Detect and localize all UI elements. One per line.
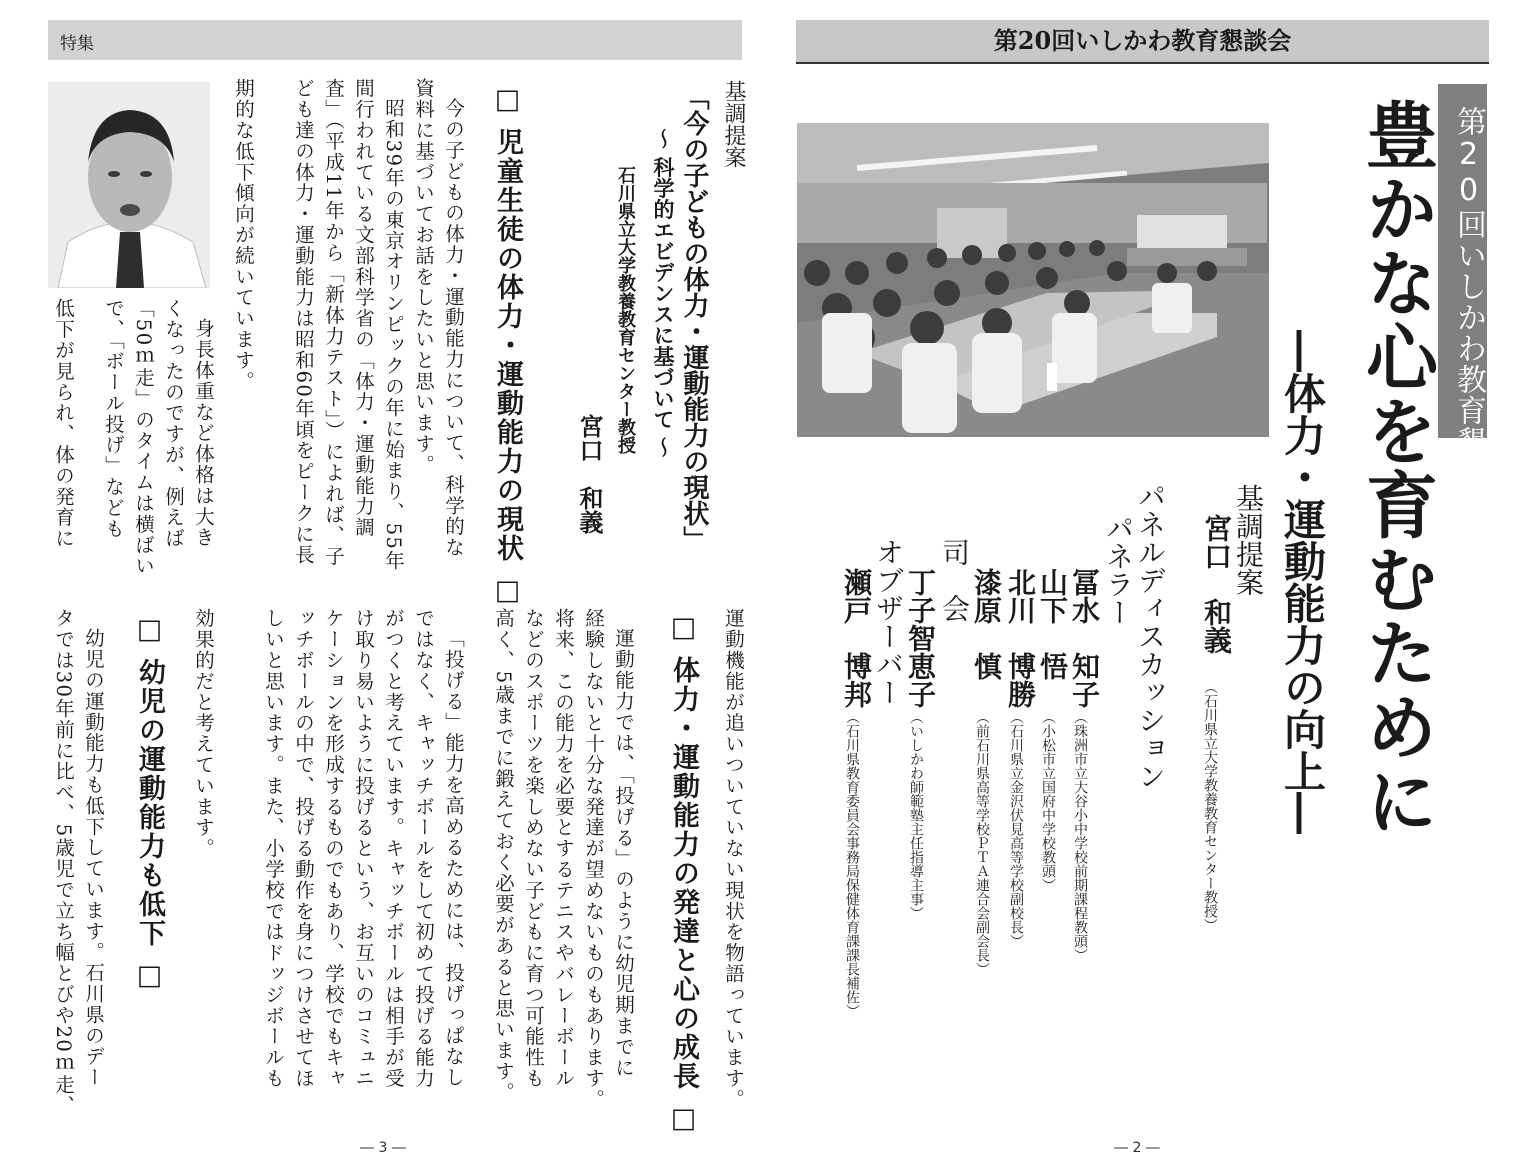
body-lower-line-13: しいと思います。また、小学校ではドッジボールも [262, 608, 285, 1089]
body-lower-line-2: 運動能力では、「投げる」のように幼児期までに [612, 628, 635, 1079]
body-lower-line-3: 経験しないと十分な発達が望めないものもあります。 [582, 608, 605, 1110]
body-lower-line-14: 効果的だと考えています。 [192, 608, 215, 859]
article-subtitle: ～ 科学的エビデンスに基づいて ～ [651, 128, 676, 458]
section-header-label: 特集 [60, 34, 94, 54]
body-upper-line-2: 資料に基づいてお話をしたいと思います。 [412, 78, 435, 476]
body-upper-line-1: 今の子どもの体力・運動能力について、科学的な [442, 98, 465, 558]
page-number-right: ― 2 ― [1114, 1140, 1160, 1156]
body-lower-line-11: ケーションを形成するものでもあり、学校でもキャ [322, 608, 345, 1089]
body-lower-line-12: ッチボールの中で、投げる動作を身につけさせてほ [292, 608, 315, 1089]
observer-name: 瀬戸 博邦 [840, 568, 873, 708]
paneler-affiliation-4: （前石川県高等学校ＰＴＡ連合会副会長） [974, 710, 990, 976]
observer-role: オブザーバー [872, 538, 905, 706]
body-lower-line-16: タでは30年前に比べ、5歳児で立ち幅とびや20ｍ走、 [52, 608, 75, 1116]
section2-heading: □ 体力・運動能力の発達と心の成長 □ [668, 612, 699, 1136]
body-lower-line-7: 「投げる」能力を高めるためには、投げっぱなし [442, 628, 465, 1088]
keynote-name: 宮口 和義 [1200, 514, 1233, 654]
body-lower-line-10: け取り易いように投げるという、お互いのコミュニ [352, 608, 375, 1089]
section-header-bar [48, 20, 742, 60]
moderator-name: 丁子智恵子 [904, 568, 937, 708]
article-title: 「今の子どもの体力・運動能力の現状」 [679, 84, 709, 552]
body-lower-line-5: などのスポーツを楽しめない子どもに育つ可能性も [522, 608, 545, 1089]
observer-affiliation: （石川県教育委員会事務局保健体育課課長補佐） [844, 710, 860, 1018]
event-header-title: 第20回いしかわ教育懇談会 [993, 26, 1292, 55]
body-lower-line-9: がつくと考えています。キャッチボールは相手が受 [382, 608, 405, 1089]
body-lower-line-8: ではなく、キャッチボールをして初めて投げる能力 [412, 608, 435, 1089]
section1-heading: □ 児童生徒の体力・運動能力の現状 □ [492, 84, 523, 608]
section3-heading: □ 幼児の運動能力も低下 □ [134, 614, 165, 993]
body-lower-line-1: 運動機能が追いついていない現状を物語っています。 [722, 608, 745, 1110]
keynote-role: 基調提案 [1232, 484, 1265, 596]
moderator-role: 司 会 [938, 538, 971, 622]
body-lower-line-15: 幼児の運動能力も低下しています。石川県のデー [82, 628, 105, 1088]
body-lower-line-6: 高く、5歳までに鍛えておく必要があると思います。 [492, 608, 515, 1103]
author-name: 宮口 和義 [575, 414, 604, 534]
keynote-affiliation: （石川県立大学教養教育センター教授） [1202, 680, 1218, 932]
body-upper-line-7: 期的な低下傾向が続いています。 [232, 78, 255, 392]
author-affiliation: 石川県立大学教養教育センター教授 [615, 166, 636, 454]
body-upper-line-5: 査」（平成11年から「新体力テスト」）によれば、子 [322, 78, 345, 567]
paneler-role: パネラー [1102, 514, 1135, 626]
meeting-photo [797, 123, 1269, 437]
paneler-affiliation-3: （石川県立金沢伏見高等学校副校長） [1008, 710, 1024, 948]
paneler-affiliation-2: （小松市立国府中学校教頭） [1040, 710, 1056, 892]
moderator-affiliation: （いしかわ師範塾主任指導主事） [908, 710, 924, 920]
event-header-bar [796, 20, 1489, 64]
article-label: 基調提案 [721, 80, 746, 168]
speaker-portrait [48, 82, 210, 288]
event-badge-text: 第20回いしかわ教育懇談会 [1451, 106, 1486, 519]
body-upper-line-4: 間行われている文部科学省の「体力・運動能力調 [352, 78, 375, 538]
body-lower-line-4: 将来、この能力を必要とするテニスやバレーボール [552, 608, 575, 1089]
sub-title: ―体力・運動能力の向上― [1278, 330, 1327, 834]
page-number-left: ― 3 ― [360, 1140, 406, 1156]
paneler-name-2: 山下 悟 [1036, 568, 1069, 680]
body-upper-line-11: で、「ボール投げ」なども [102, 298, 125, 540]
body-upper-line-9: くなったのですが、例えば [162, 298, 185, 549]
speaker-portrait-illustration [48, 82, 210, 288]
paneler-name-1: 冨水 知子 [1068, 568, 1101, 708]
paneler-affiliation-1: （珠洲市立大谷小中学校前期課程教頭） [1072, 710, 1088, 962]
body-upper-line-8: 身長体重など体格は大き [192, 318, 215, 548]
body-upper-line-3: 昭和39年の東京オリンピックの年に始まり、55年 [382, 98, 405, 572]
body-upper-line-6: ども達の体力・運動能力は昭和60年頃をピークに長 [292, 78, 315, 566]
body-upper-line-12: 低下が見られ、体の発育に [52, 298, 75, 549]
panel-discussion-role: パネルディスカッション [1134, 482, 1167, 790]
paneler-name-3: 北川 博勝 [1004, 568, 1037, 708]
body-upper-line-10: 「50ｍ走」のタイムは横ばい [132, 298, 155, 577]
meeting-photo-illustration [797, 123, 1269, 437]
main-title: 豊かな心を育むために [1354, 98, 1439, 838]
paneler-name-4: 漆原 慎 [970, 568, 1003, 680]
